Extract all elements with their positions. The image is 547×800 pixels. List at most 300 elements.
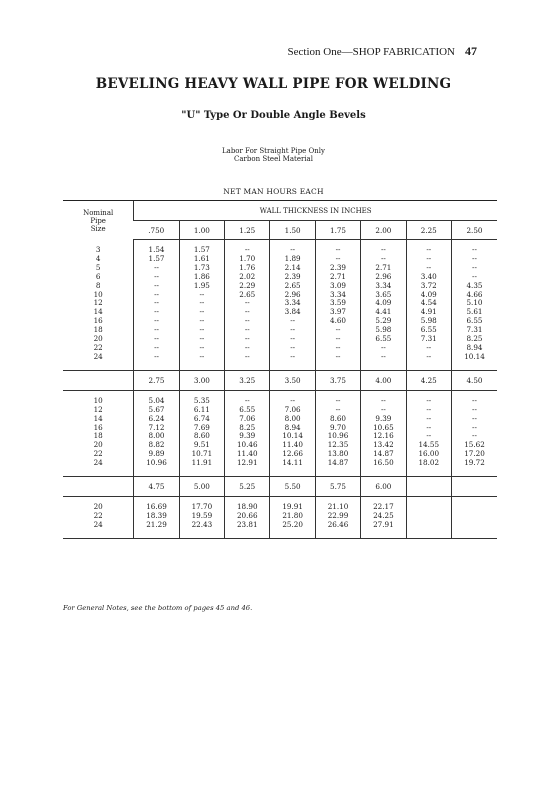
- man-hours-cell: 21.10: [315, 503, 360, 512]
- table-block-1: [63, 240, 497, 371]
- man-hours-cell: --: [406, 255, 451, 264]
- man-hours-cell: 1.89: [270, 255, 315, 264]
- man-hours-cell: 2.39: [270, 273, 315, 282]
- man-hours-cell: 22.99: [315, 512, 360, 521]
- man-hours-cell: --: [406, 353, 451, 362]
- table-row: [63, 503, 497, 512]
- thickness-header-cell: 1.00: [179, 221, 224, 240]
- man-hours-cell: --: [406, 424, 451, 433]
- pipe-size-cell: 22: [93, 449, 103, 459]
- man-hours-cell: 4.09: [406, 291, 451, 300]
- man-hours-cell: 14.55: [406, 441, 451, 450]
- man-hours-cell: 12.66: [270, 450, 315, 459]
- man-hours-cell: 4.35: [451, 282, 497, 291]
- table-row: [63, 246, 497, 255]
- spacer-cell: [406, 530, 451, 539]
- man-hours-cell: 2.14: [270, 264, 315, 273]
- man-hours-cell: 7.31: [406, 335, 451, 344]
- pipe-size-cell: 12: [93, 404, 103, 414]
- thickness-header-cell: 5.25: [225, 477, 270, 497]
- man-hours-cell: --: [451, 424, 497, 433]
- man-hours-cell: 12.35: [315, 441, 360, 450]
- man-hours-cell: 6.55: [361, 335, 406, 344]
- scope-note: Labor For Straight Pipe Only: [222, 147, 325, 155]
- man-hours-cell: 5.98: [361, 326, 406, 335]
- man-hours-cell: 2.96: [361, 273, 406, 282]
- running-head: [288, 44, 477, 59]
- man-hours-cell: 8.00: [270, 415, 315, 424]
- pipe-size-cell: 22: [93, 510, 103, 520]
- man-hours-cell: 10.65: [361, 424, 406, 433]
- table-row: [63, 521, 497, 530]
- man-hours-cell: --: [361, 397, 406, 406]
- table-row: [63, 512, 497, 521]
- man-hours-cell: --: [451, 432, 497, 441]
- man-hours-cell: 6.55: [451, 317, 497, 326]
- man-hours-cell: --: [179, 291, 224, 300]
- thickness-header-cell: 1.75: [315, 221, 360, 240]
- man-hours-cell: --: [406, 397, 451, 406]
- pipe-size-cell: 10: [93, 395, 103, 405]
- man-hours-cell: 5.29: [361, 317, 406, 326]
- man-hours-cell: 2.71: [361, 264, 406, 273]
- man-hours-cell: 8.25: [451, 335, 497, 344]
- man-hours-cell: 5.10: [451, 299, 497, 308]
- man-hours-cell: --: [134, 326, 179, 335]
- man-hours-cell: 2.96: [270, 291, 315, 300]
- man-hours-cell: --: [406, 264, 451, 273]
- man-hours-cell: 11.91: [179, 459, 224, 468]
- man-hours-cell: --: [315, 246, 360, 255]
- man-hours-cell: 3.72: [406, 282, 451, 291]
- man-hours-cell: 9.89: [134, 450, 179, 459]
- man-hours-cell: --: [134, 273, 179, 282]
- empty-cell: [406, 512, 451, 521]
- page-title: BEVELING HEAVY WALL PIPE FOR WELDING: [95, 76, 452, 92]
- pipe-size-cell: 18: [93, 431, 103, 441]
- man-hours-cell: 23.81: [225, 521, 270, 530]
- thickness-header-cell: 2.50: [451, 221, 497, 240]
- man-hours-cell: 7.69: [179, 424, 224, 433]
- spacer-cell: [451, 362, 497, 371]
- man-hours-cell: 10.96: [315, 432, 360, 441]
- man-hours-cell: --: [315, 255, 360, 264]
- man-hours-cell: 6.74: [179, 415, 224, 424]
- spacer-cell: [270, 468, 315, 477]
- table-row: [63, 255, 497, 264]
- table-row: [63, 344, 497, 353]
- man-hours-cell: --: [179, 335, 224, 344]
- man-hours-cell: 8.94: [270, 424, 315, 433]
- spacer-cell: [225, 530, 270, 539]
- spacer-row: [63, 530, 497, 539]
- pipe-size-cell: 18: [93, 325, 103, 335]
- man-hours-cell: 20.66: [225, 512, 270, 521]
- man-hours-cell: 3.65: [361, 291, 406, 300]
- spacer-cell: [406, 362, 451, 371]
- man-hours-cell: 18.90: [225, 503, 270, 512]
- thickness-header-cell: 3.25: [225, 370, 270, 390]
- man-hours-cell: 7.06: [225, 415, 270, 424]
- table-row: [63, 459, 497, 468]
- pipe-size-cell: 14: [93, 307, 103, 317]
- man-hours-cell: 1.54: [134, 246, 179, 255]
- man-hours-cell: 3.84: [270, 308, 315, 317]
- man-hours-cell: 14.87: [361, 450, 406, 459]
- man-hours-cell: --: [270, 344, 315, 353]
- man-hours-cell: 4.09: [361, 299, 406, 308]
- man-hours-cell: --: [406, 246, 451, 255]
- man-hours-cell: 16.00: [406, 450, 451, 459]
- man-hours-cell: 14.11: [270, 459, 315, 468]
- man-hours-cell: 10.46: [225, 441, 270, 450]
- man-hours-cell: --: [315, 344, 360, 353]
- empty-size-cell: [63, 477, 134, 497]
- man-hours-cell: 6.24: [134, 415, 179, 424]
- man-hours-cell: 7.12: [134, 424, 179, 433]
- man-hours-cell: 6.55: [406, 326, 451, 335]
- man-hours-cell: 1.86: [179, 273, 224, 282]
- thickness-header-cell: 4.25: [406, 370, 451, 390]
- spacer-cell: [315, 468, 360, 477]
- man-hours-cell: 6.11: [179, 406, 224, 415]
- nominal-label: Nominal: [83, 209, 114, 218]
- man-hours-cell: 26.46: [315, 521, 360, 530]
- man-hours-cell: 10.14: [270, 432, 315, 441]
- spacer-cell: [361, 468, 406, 477]
- man-hours-cell: 3.40: [406, 273, 451, 282]
- man-hours-cell: --: [134, 264, 179, 273]
- man-hours-cell: --: [225, 246, 270, 255]
- man-hours-cell: 24.25: [361, 512, 406, 521]
- thickness-header-cell: 3.00: [179, 370, 224, 390]
- page-number: 47: [465, 44, 477, 58]
- man-hours-cell: 11.40: [225, 450, 270, 459]
- pipe-size-cell: 24: [93, 351, 103, 361]
- man-hours-cell: 8.00: [134, 432, 179, 441]
- man-hours-cell: --: [225, 308, 270, 317]
- thickness-header-cell: 2.00: [361, 221, 406, 240]
- thickness-header-cell: .750: [134, 221, 179, 240]
- man-hours-cell: 18.39: [134, 512, 179, 521]
- man-hours-cell: 16.50: [361, 459, 406, 468]
- thickness-header-cell: 5.75: [315, 477, 360, 497]
- spacer-cell: [225, 468, 270, 477]
- man-hours-cell: 22.17: [361, 503, 406, 512]
- man-hours-cell: 1.61: [179, 255, 224, 264]
- man-hours-cell: 5.35: [179, 397, 224, 406]
- empty-cell: [406, 503, 451, 512]
- man-hours-cell: 9.70: [315, 424, 360, 433]
- man-hours-cell: --: [270, 397, 315, 406]
- empty-header-cell: [451, 477, 497, 497]
- man-hours-cell: 16.69: [134, 503, 179, 512]
- spacer-cell: [179, 468, 224, 477]
- man-hours-table: [63, 200, 497, 539]
- man-hours-cell: --: [225, 317, 270, 326]
- man-hours-cell: 25.20: [270, 521, 315, 530]
- table-row: [63, 406, 497, 415]
- thickness-header-row: [63, 477, 497, 497]
- man-hours-cell: 7.06: [270, 406, 315, 415]
- man-hours-cell: 12.16: [361, 432, 406, 441]
- material-note: Carbon Steel Material: [234, 155, 313, 163]
- man-hours-cell: 10.14: [451, 353, 497, 362]
- empty-cell: [451, 503, 497, 512]
- table-block-3: [63, 477, 497, 539]
- thickness-header-cell: 1.50: [270, 221, 315, 240]
- spacer-cell: [406, 468, 451, 477]
- spacer-cell: [63, 530, 134, 539]
- man-hours-cell: 13.80: [315, 450, 360, 459]
- table-row: [63, 335, 497, 344]
- man-hours-cell: --: [406, 344, 451, 353]
- man-hours-cell: --: [134, 344, 179, 353]
- man-hours-cell: 8.94: [451, 344, 497, 353]
- pipe-size-cell: 24: [93, 458, 103, 468]
- man-hours-cell: --: [361, 344, 406, 353]
- man-hours-cell: 8.60: [179, 432, 224, 441]
- empty-cell: [451, 521, 497, 530]
- man-hours-cell: 1.57: [134, 255, 179, 264]
- pipe-size-cell: 3: [95, 245, 101, 254]
- man-hours-cell: --: [134, 353, 179, 362]
- man-hours-cell: --: [451, 246, 497, 255]
- man-hours-cell: --: [270, 326, 315, 335]
- man-hours-cell: --: [270, 317, 315, 326]
- empty-header-cell: [406, 477, 451, 497]
- man-hours-cell: 4.91: [406, 308, 451, 317]
- man-hours-cell: --: [225, 326, 270, 335]
- man-hours-cell: 3.34: [315, 291, 360, 300]
- thickness-header-cell: 6.00: [361, 477, 406, 497]
- man-hours-cell: 2.65: [225, 291, 270, 300]
- man-hours-cell: 13.42: [361, 441, 406, 450]
- section-heading: Section One—SHOP FABRICATION: [287, 46, 455, 58]
- man-hours-cell: 22.43: [179, 521, 224, 530]
- man-hours-cell: 5.04: [134, 397, 179, 406]
- thickness-header-cell: 4.75: [134, 477, 179, 497]
- man-hours-cell: --: [315, 353, 360, 362]
- man-hours-cell: --: [179, 308, 224, 317]
- man-hours-cell: 2.02: [225, 273, 270, 282]
- man-hours-cell: --: [134, 335, 179, 344]
- thickness-header-cell: 4.50: [451, 370, 497, 390]
- spacer-cell: [63, 362, 134, 371]
- man-hours-cell: --: [179, 299, 224, 308]
- thickness-header-cell: 2.75: [134, 370, 179, 390]
- man-hours-cell: --: [134, 317, 179, 326]
- man-hours-cell: --: [270, 335, 315, 344]
- man-hours-cell: 14.87: [315, 459, 360, 468]
- spacer-cell: [134, 362, 179, 371]
- pipe-size-cell: 20: [93, 440, 103, 450]
- pipe-size-cell: 16: [93, 422, 103, 432]
- pipe-size-cell: 8: [95, 280, 101, 290]
- spacer-cell: [225, 362, 270, 371]
- man-hours-cell: 1.70: [225, 255, 270, 264]
- spacer-cell: [63, 468, 134, 477]
- man-hours-cell: 18.02: [406, 459, 451, 468]
- man-hours-cell: 3.09: [315, 282, 360, 291]
- man-hours-cell: 3.97: [315, 308, 360, 317]
- spacer-cell: [451, 530, 497, 539]
- man-hours-cell: --: [225, 335, 270, 344]
- man-hours-cell: 5.98: [406, 317, 451, 326]
- man-hours-cell: --: [315, 406, 360, 415]
- man-hours-cell: 9.39: [361, 415, 406, 424]
- man-hours-cell: --: [225, 344, 270, 353]
- man-hours-cell: 21.29: [134, 521, 179, 530]
- man-hours-cell: --: [361, 246, 406, 255]
- man-hours-cell: 1.73: [179, 264, 224, 273]
- man-hours-cell: --: [361, 255, 406, 264]
- spacer-cell: [361, 530, 406, 539]
- man-hours-cell: --: [406, 415, 451, 424]
- man-hours-cell: --: [134, 282, 179, 291]
- empty-cell: [451, 512, 497, 521]
- thickness-header-cell: 1.25: [225, 221, 270, 240]
- man-hours-cell: 27.91: [361, 521, 406, 530]
- pipe-size-cell: 20: [93, 502, 103, 512]
- nominal-pipe-size-header: [63, 201, 134, 240]
- pipe-size-cell: 10: [93, 289, 103, 299]
- spacer-row: [63, 362, 497, 371]
- man-hours-cell: 15.62: [451, 441, 497, 450]
- man-hours-cell: 4.54: [406, 299, 451, 308]
- man-hours-cell: 9.51: [179, 441, 224, 450]
- man-hours-cell: 7.31: [451, 326, 497, 335]
- thickness-header-cell: 5.50: [270, 477, 315, 497]
- man-hours-cell: 1.76: [225, 264, 270, 273]
- spacer-cell: [315, 362, 360, 371]
- man-hours-cell: 5.67: [134, 406, 179, 415]
- man-hours-cell: --: [451, 255, 497, 264]
- man-hours-cell: 2.71: [315, 273, 360, 282]
- man-hours-cell: --: [315, 335, 360, 344]
- spacer-cell: [451, 468, 497, 477]
- thickness-header-cell: 4.00: [361, 370, 406, 390]
- man-hours-cell: 17.70: [179, 503, 224, 512]
- man-hours-cell: 10.71: [179, 450, 224, 459]
- thickness-header-cell: 3.75: [315, 370, 360, 390]
- man-hours-cell: 4.41: [361, 308, 406, 317]
- man-hours-cell: --: [134, 308, 179, 317]
- man-hours-cell: --: [225, 397, 270, 406]
- man-hours-cell: --: [179, 326, 224, 335]
- spacer-cell: [134, 530, 179, 539]
- spacer-row: [63, 468, 497, 477]
- spacer-cell: [134, 468, 179, 477]
- footnote: For General Notes, see the bottom of pages 45 and 46.: [63, 604, 253, 612]
- man-hours-cell: --: [270, 353, 315, 362]
- man-hours-cell: --: [134, 299, 179, 308]
- man-hours-cell: --: [179, 317, 224, 326]
- pipe-size-cell: 4: [95, 253, 101, 263]
- pipe-size-cell: 14: [93, 413, 103, 423]
- man-hours-cell: 4.66: [451, 291, 497, 300]
- spacer-cell: [270, 362, 315, 371]
- man-hours-cell: 1.95: [179, 282, 224, 291]
- man-hours-cell: --: [451, 264, 497, 273]
- spacer-cell: [179, 530, 224, 539]
- man-hours-cell: --: [270, 246, 315, 255]
- man-hours-cell: 10.96: [134, 459, 179, 468]
- thickness-header-row: [63, 370, 497, 390]
- wall-thickness-header: WALL THICKNESS IN INCHES: [134, 201, 497, 221]
- pipe-size-cell: 20: [93, 334, 103, 344]
- man-hours-cell: 19.91: [270, 503, 315, 512]
- man-hours-cell: --: [406, 406, 451, 415]
- man-hours-cell: 3.34: [361, 282, 406, 291]
- pipe-size-cell: 22: [93, 342, 103, 352]
- pipe-size-cell: 24: [93, 519, 103, 529]
- man-hours-cell: --: [451, 406, 497, 415]
- pipe-size-cell: 6: [95, 271, 101, 281]
- man-hours-cell: 3.34: [270, 299, 315, 308]
- man-hours-cell: --: [315, 397, 360, 406]
- man-hours-cell: 6.55: [225, 406, 270, 415]
- thickness-header-cell: 5.00: [179, 477, 224, 497]
- table-row: [63, 397, 497, 406]
- man-hours-cell: --: [361, 406, 406, 415]
- page-subtitle: "U" Type Or Double Angle Bevels: [181, 110, 366, 121]
- man-hours-cell: 1.57: [179, 246, 224, 255]
- thickness-header-cell: 2.25: [406, 221, 451, 240]
- man-hours-cell: 21.80: [270, 512, 315, 521]
- man-hours-cell: --: [451, 397, 497, 406]
- table-row: [63, 353, 497, 362]
- man-hours-cell: 19.72: [451, 459, 497, 468]
- pipe-size-cell: 5: [95, 262, 101, 272]
- man-hours-cell: 9.39: [225, 432, 270, 441]
- table-block-2: [63, 370, 497, 476]
- man-hours-cell: 2.39: [315, 264, 360, 273]
- table-row: [63, 415, 497, 424]
- man-hours-cell: --: [406, 432, 451, 441]
- man-hours-cell: --: [315, 326, 360, 335]
- man-hours-cell: --: [451, 415, 497, 424]
- man-hours-cell: --: [179, 353, 224, 362]
- man-hours-cell: 5.61: [451, 308, 497, 317]
- man-hours-cell: 4.60: [315, 317, 360, 326]
- size-label: Size: [90, 225, 106, 234]
- man-hours-cell: --: [361, 353, 406, 362]
- man-hours-cell: 3.59: [315, 299, 360, 308]
- man-hours-cell: 17.20: [451, 450, 497, 459]
- man-hours-cell: 8.60: [315, 415, 360, 424]
- pipe-size-cell: 12: [93, 298, 103, 308]
- man-hours-cell: --: [451, 273, 497, 282]
- pipe-label: Pipe: [90, 217, 106, 226]
- spacer-cell: [315, 530, 360, 539]
- table-row: [63, 424, 497, 433]
- man-hours-cell: 12.91: [225, 459, 270, 468]
- man-hours-cell: --: [134, 291, 179, 300]
- table-caption: NET MAN HOURS EACH: [223, 187, 324, 196]
- man-hours-cell: 11.40: [270, 441, 315, 450]
- thickness-header-cell: 3.50: [270, 370, 315, 390]
- man-hours-cell: --: [225, 353, 270, 362]
- empty-cell: [406, 521, 451, 530]
- man-hours-cell: 19.59: [179, 512, 224, 521]
- man-hours-cell: --: [179, 344, 224, 353]
- pipe-size-cell: 16: [93, 316, 103, 326]
- empty-size-cell: [63, 370, 134, 390]
- man-hours-cell: 2.65: [270, 282, 315, 291]
- man-hours-cell: --: [225, 299, 270, 308]
- spacer-cell: [361, 362, 406, 371]
